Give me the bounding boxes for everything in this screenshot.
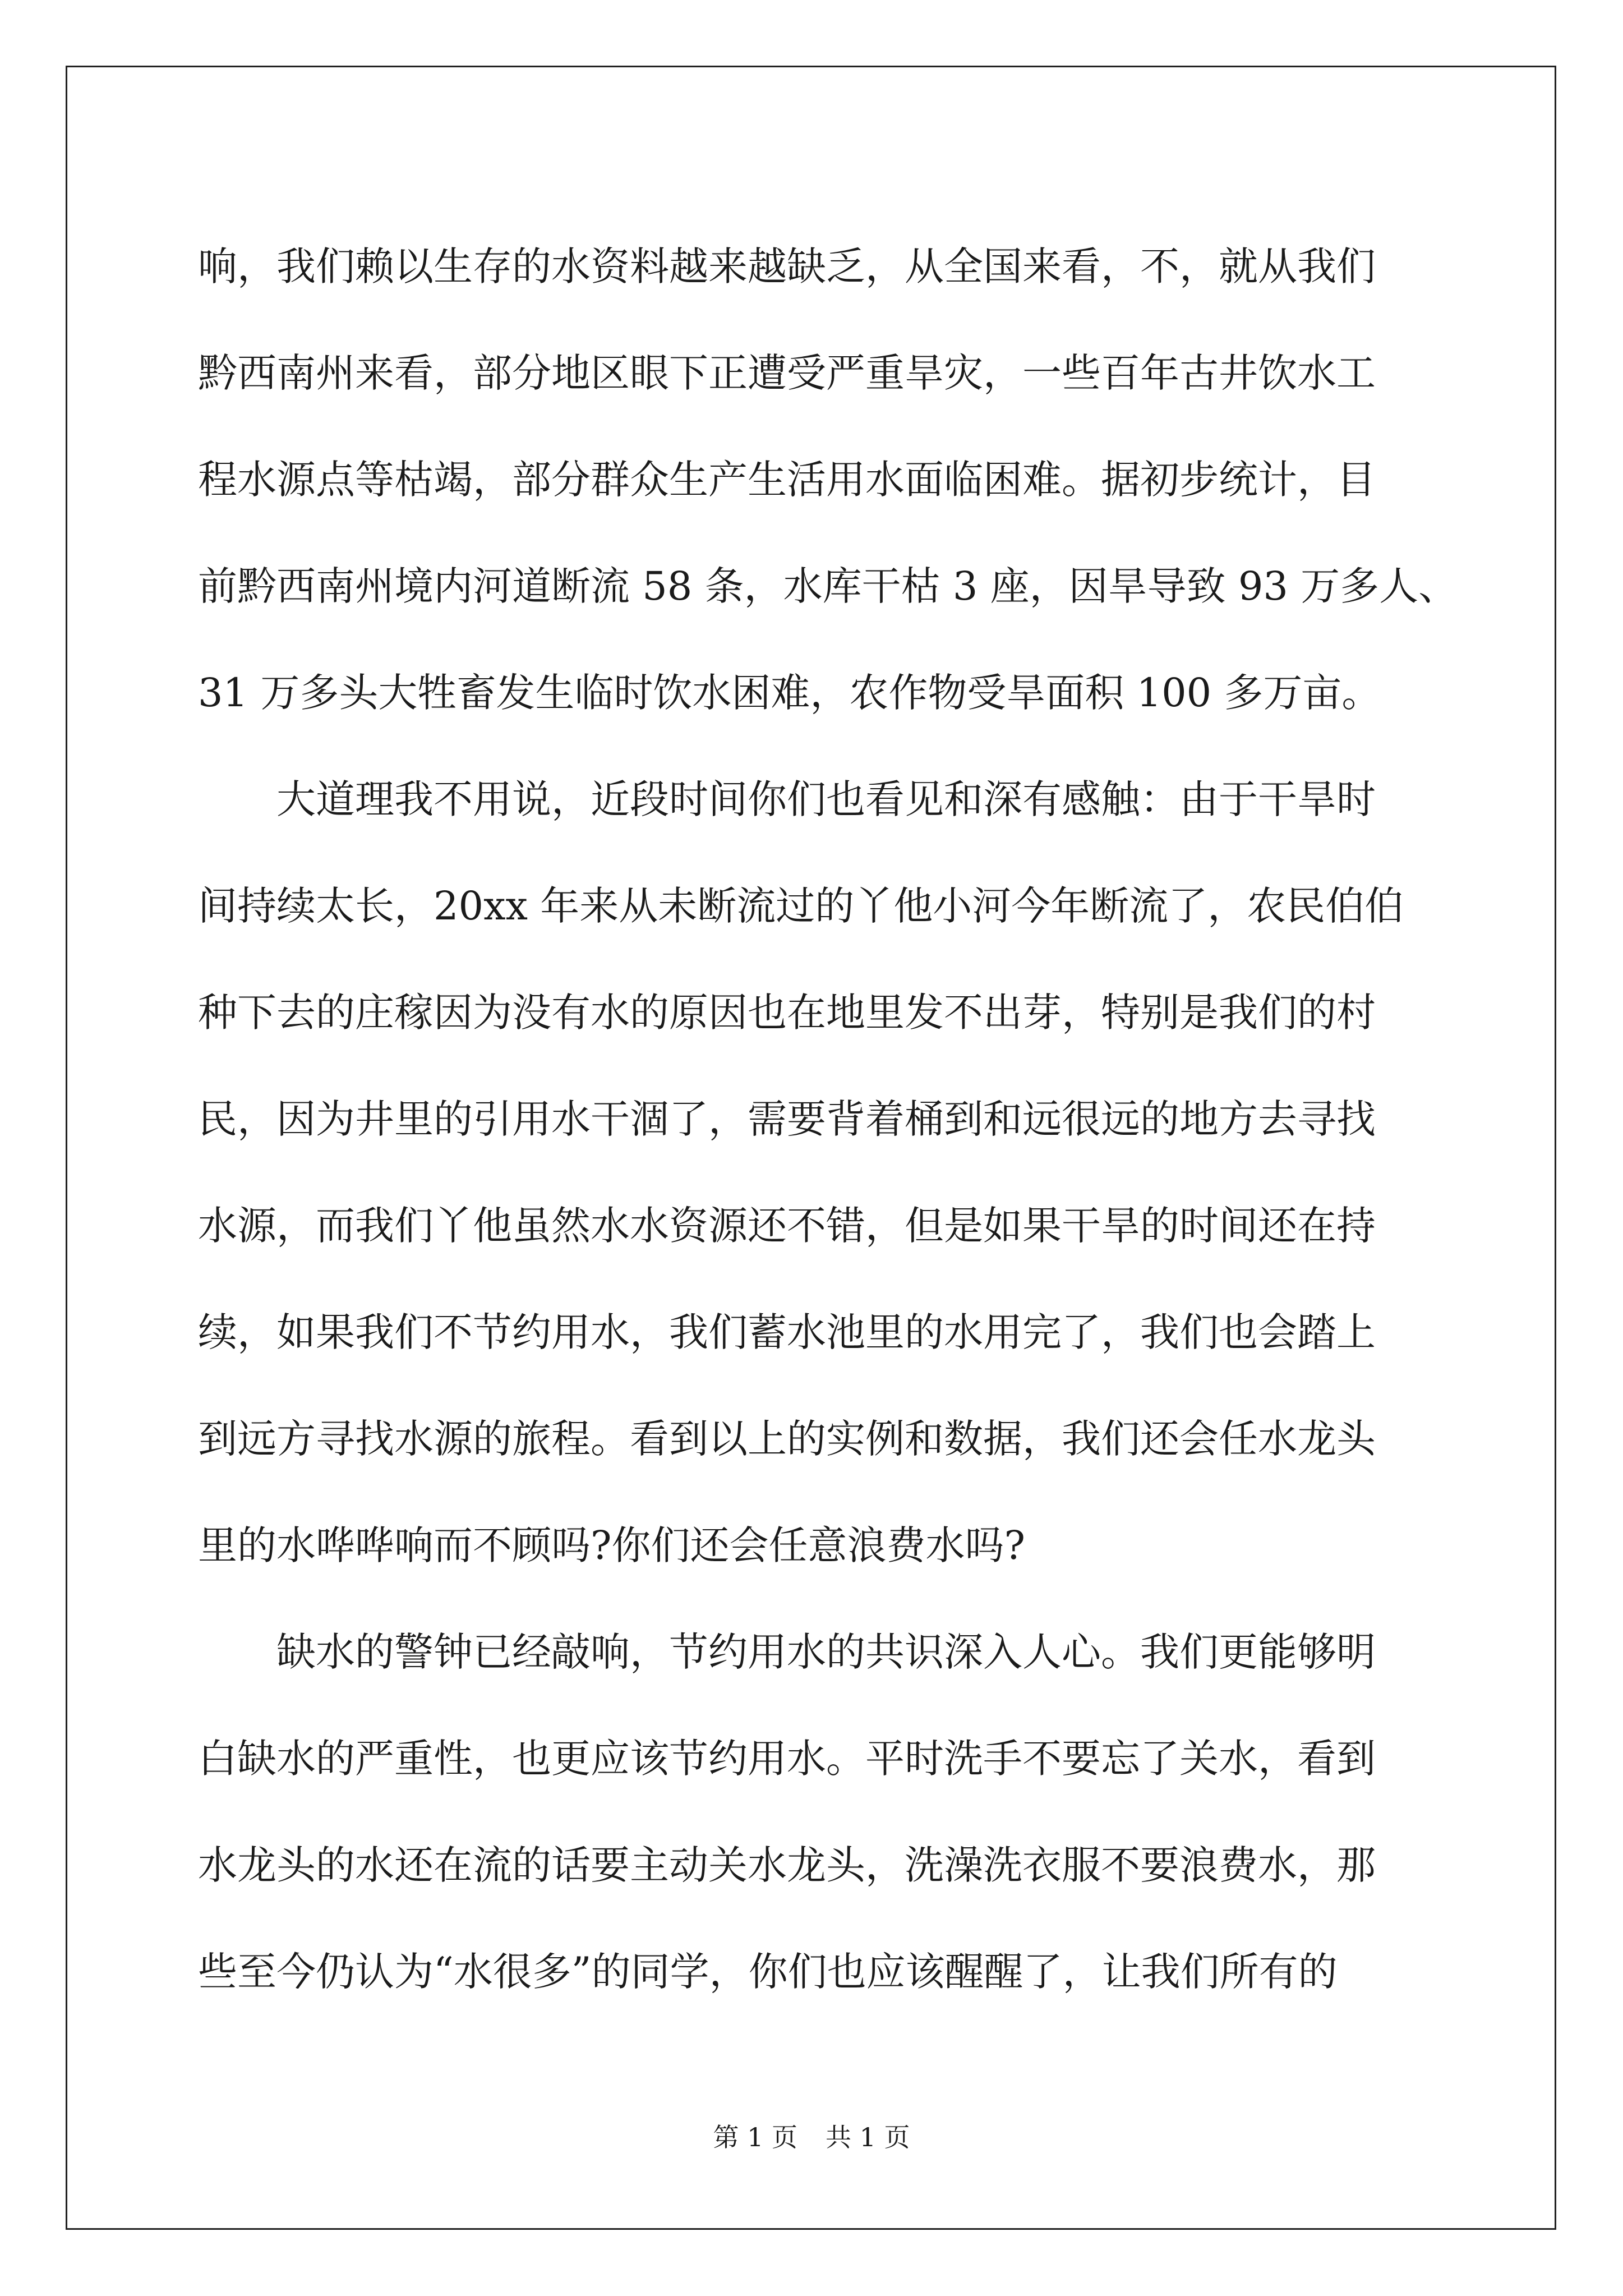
text-line: 水龙头的水还在流的话要主动关水龙头，洗澡洗衣服不要浪费水，那 (198, 1842, 1376, 1888)
text-line: 白缺水的严重性，也更应该节约用水。平时洗手不要忘了关水，看到 (198, 1736, 1376, 1782)
page-number: 第 1 页 (713, 2122, 797, 2152)
text-line: 水源，而我们丫他虽然水水资源还不错，但是如果干旱的时间还在持 (198, 1203, 1376, 1249)
text-line: 间持续太长，20xx 年来从未断流过的丫他小河今年断流了，农民伯伯 (198, 883, 1404, 929)
text-line: 响，我们赖以生存的水资料越来越缺乏，从全国来看，不，就从我们 (198, 243, 1376, 289)
document-body (198, 213, 1458, 2025)
text-line: 到远方寻找水源的旅程。看到以上的实例和数据，我们还会任水龙头 (198, 1416, 1376, 1462)
page-total: 共 1 页 (826, 2122, 910, 2152)
text-line: 大道理我不用说，近段时间你们也看见和深有感触：由于干旱时 (276, 776, 1376, 822)
text-line: 种下去的庄稼因为没有水的原因也在地里发不出芽，特别是我们的村 (198, 990, 1376, 1036)
page-footer (0, 2120, 1623, 2154)
text-line: 民，因为井里的引用水干涸了，需要背着桶到和远很远的地方去寻找 (198, 1096, 1376, 1142)
text-line: 31 万多头大牲畜发生临时饮水困难，农作物受旱面积 100 多万亩。 (198, 670, 1381, 716)
text-line: 续，如果我们不节约用水，我们蓄水池里的水用完了，我们也会踏上 (198, 1309, 1376, 1355)
text-line: 缺水的警钟已经敲响，节约用水的共识深入人心。我们更能够明 (276, 1629, 1376, 1675)
text-line: 里的水哗哗响而不顾吗?你们还会任意浪费水吗? (198, 1522, 1026, 1568)
text-line: 前黔西南州境内河道断流 58 条，水库干枯 3 座，因旱导致 93 万多人、 (198, 563, 1458, 609)
text-line: 些至今仍认为“水很多”的同学，你们也应该醒醒了，让我们所有的 (198, 1949, 1338, 1995)
text-line: 程水源点等枯竭，部分群众生产生活用水面临困难。据初步统计，目 (198, 457, 1376, 503)
text-line: 黔西南州来看，部分地区眼下正遭受严重旱灾，一些百年古井饮水工 (198, 350, 1376, 396)
